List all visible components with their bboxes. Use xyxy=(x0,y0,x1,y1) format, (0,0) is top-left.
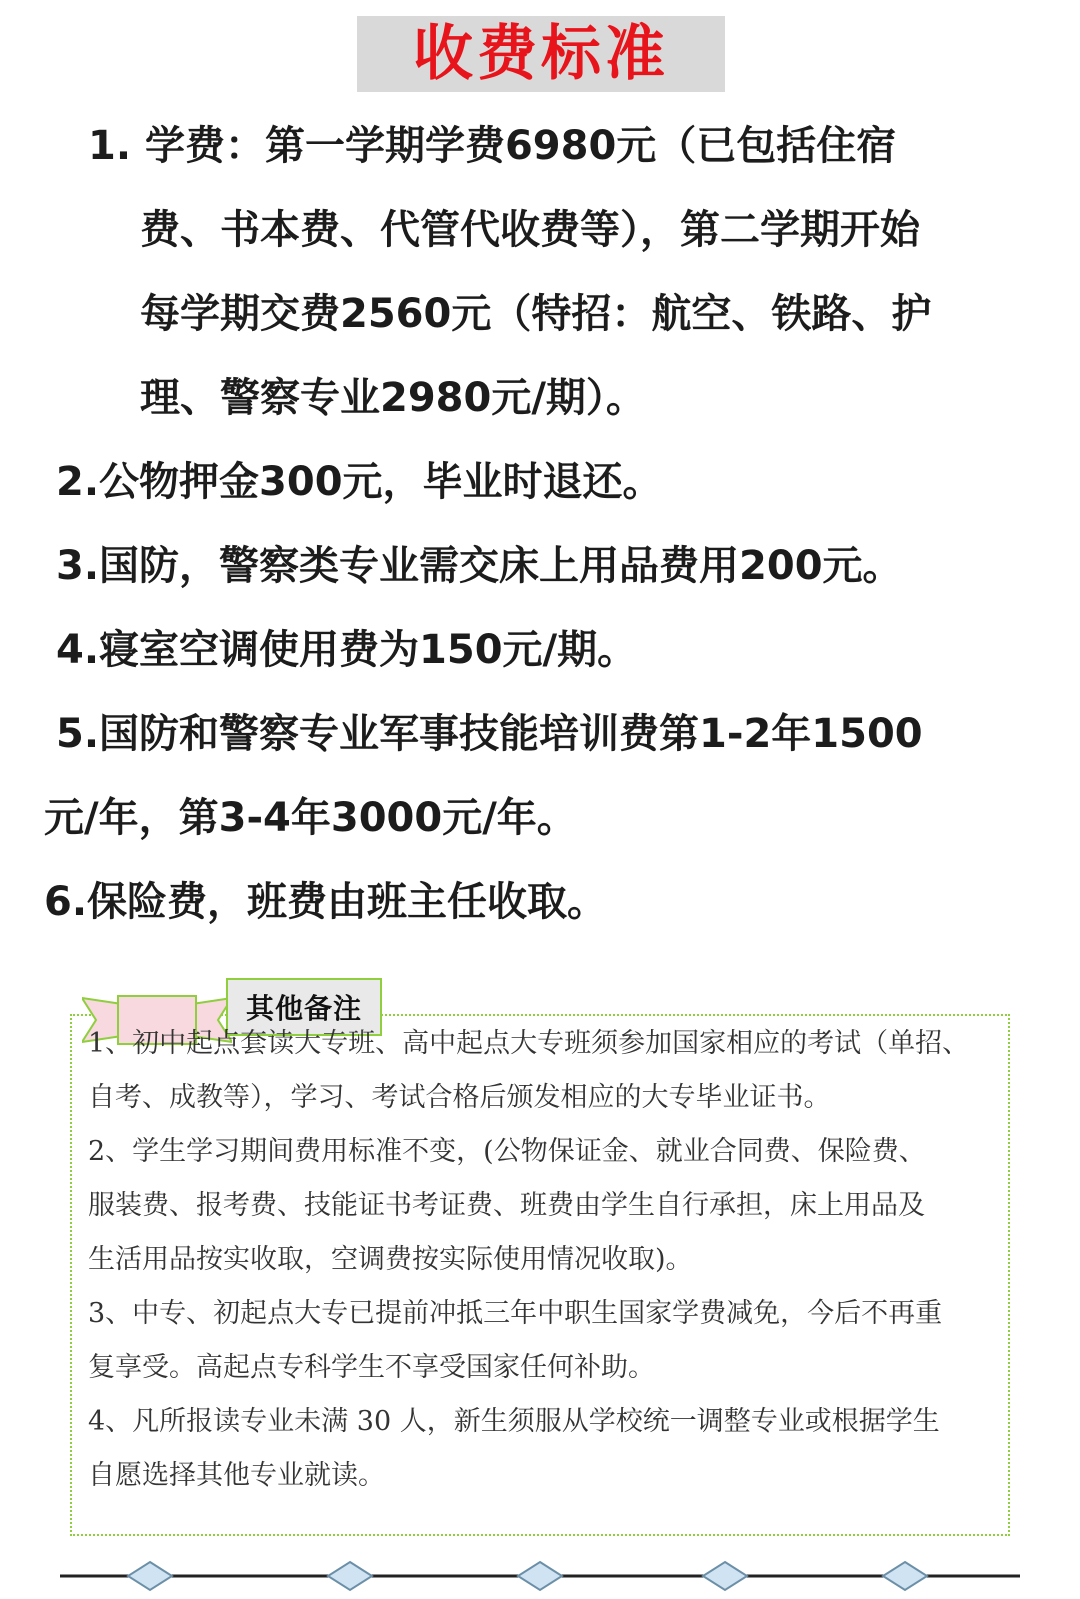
note-line-9: 自愿选择其他专业就读。 xyxy=(88,1460,385,1491)
diamond-divider-icon xyxy=(60,1556,1020,1596)
fee-item-4: 4.寝室空调使用费为150元/期。 xyxy=(56,627,638,673)
fee-item-3: 3.国防，警察类专业需交床上用品费用200元。 xyxy=(56,543,903,589)
fee-item-1-line-3: 每学期交费2560元（特招：航空、铁路、护 xyxy=(140,291,932,337)
note-line-3: 2、学生学习期间费用标准不变，(公物保证金、就业合同费、保险费、 xyxy=(88,1136,926,1167)
page-title-bar xyxy=(357,16,725,92)
page-title: 收费标准 xyxy=(413,19,669,89)
fee-item-5-line-1: 5.国防和警察专业军事技能培训费第1-2年1500 xyxy=(56,711,923,757)
fee-item-1-line-1: 1. 学费：第一学期学费6980元（已包括住宿 xyxy=(88,123,897,169)
note-line-7: 复享受。高起点专科学生不享受国家任何补助。 xyxy=(88,1352,655,1383)
fee-item-1-line-4: 理、警察专业2980元/期）。 xyxy=(140,375,646,421)
note-line-4: 服装费、报考费、技能证书考证费、班费由学生自行承担，床上用品及 xyxy=(88,1190,925,1221)
fee-item-1-line-2: 费、书本费、代管代收费等），第二学期开始 xyxy=(140,207,920,253)
note-line-2: 自考、成教等），学习、考试合格后颁发相应的大专毕业证书。 xyxy=(88,1082,831,1113)
fee-item-5-line-2: 元/年，第3-4年3000元/年。 xyxy=(44,795,577,841)
notes-title: 其他备注 xyxy=(245,992,362,1025)
fee-item-6: 6.保险费，班费由班主任收取。 xyxy=(44,879,608,925)
note-line-5: 生活用品按实收取，空调费按实际使用情况收取)。 xyxy=(88,1244,693,1275)
fee-item-2: 2.公物押金300元，毕业时退还。 xyxy=(56,459,663,505)
note-line-1: 1、初中起点套读大专班、高中起点大专班须参加国家相应的考试（单招、 xyxy=(88,1028,970,1059)
note-line-6: 3、中专、初起点大专已提前冲抵三年中职生国家学费减免，今后不再重 xyxy=(88,1298,943,1329)
note-line-8: 4、凡所报读专业未满 30 人，新生须服从学校统一调整专业或根据学生 xyxy=(88,1406,940,1437)
